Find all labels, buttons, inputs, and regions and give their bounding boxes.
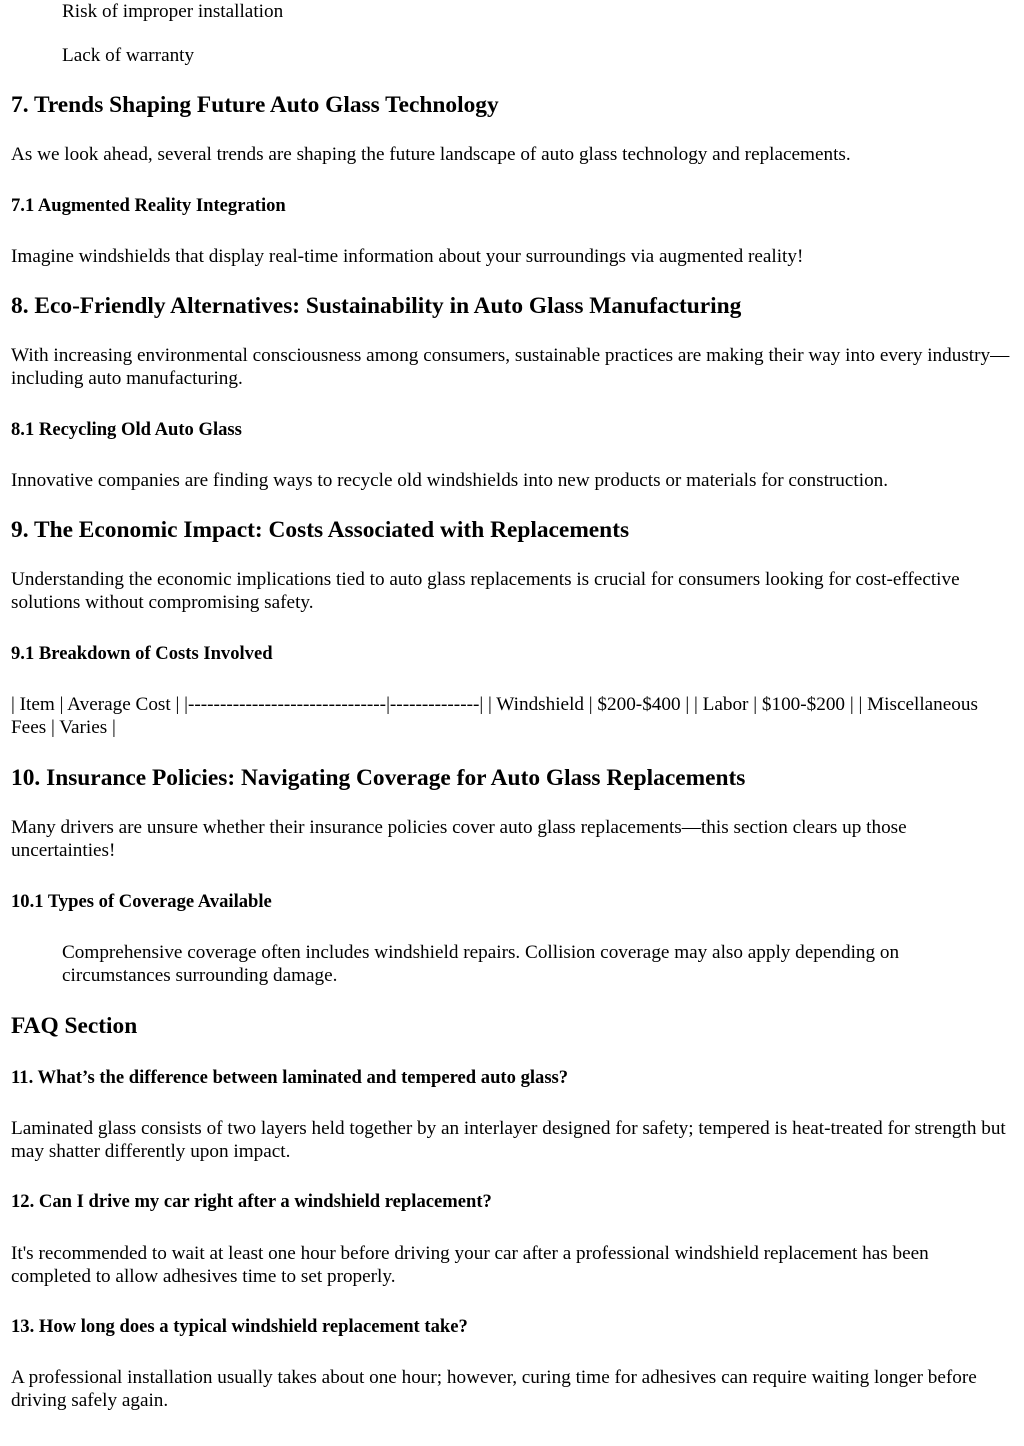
subheading-recycling: 8.1 Recycling Old Auto Glass [11, 419, 242, 440]
section-intro-eco-friendly: With increasing environmental consciousness among consumers, sustainable practices are making their way into every industry—including auto manufacturing. [11, 345, 1010, 389]
section-heading-eco-friendly: 8. Eco-Friendly Alternatives: Sustainability in Auto Glass Manufacturing [11, 293, 742, 319]
section-heading-economic-impact: 9. The Economic Impact: Costs Associated with Replacements [11, 517, 630, 543]
list-item: Risk of improper installation [62, 1, 284, 22]
subheading-augmented-reality: 7.1 Augmented Reality Integration [11, 195, 286, 216]
section-heading-insurance: 10. Insurance Policies: Navigating Coverage for Auto Glass Replacements [11, 765, 746, 791]
list-item: Lack of warranty [62, 45, 195, 66]
section-heading-trends: 7. Trends Shaping Future Auto Glass Technology [11, 92, 499, 118]
subheading-costs-breakdown: 9.1 Breakdown of Costs Involved [11, 643, 273, 664]
faq-answer: Laminated glass consists of two layers held together by an interlayer designed for safety; tempered is heat-treated for strength but may shatter differently upon impact. [11, 1118, 1006, 1162]
faq-question: 11. What’s the difference between laminated and tempered auto glass? [11, 1067, 569, 1088]
faq-question: 12. Can I drive my car right after a windshield replacement? [11, 1191, 492, 1212]
section-intro-insurance: Many drivers are unsure whether their insurance policies cover auto glass replacements—this section clears up those uncertainties! [11, 817, 907, 861]
faq-answer: A professional installation usually takes about one hour; however, curing time for adhesives can require waiting longer before driving safely again. [11, 1367, 977, 1411]
section-intro-economic-impact: Understanding the economic implications tied to auto glass replacements is crucial for consumers looking for cost-effective solutions without compromising safety. [11, 569, 960, 613]
section-intro-trends: As we look ahead, several trends are shaping the future landscape of auto glass technology and replacements. [11, 144, 851, 165]
paragraph-recycling: Innovative companies are finding ways to recycle old windshields into new products or materials for construction. [11, 470, 889, 491]
subheading-coverage-types: 10.1 Types of Coverage Available [11, 891, 272, 912]
paragraph-cost-table-text: | Item | Average Cost | |-------------------------------|--------------| | Windshield | $200-$400 | | Labor | $100-$200 | | Miscellaneous Fees | Varies | [11, 694, 978, 738]
blockquote-coverage: Comprehensive coverage often includes windshield repairs. Collision coverage may also apply depending on circumstances surrounding damage. [62, 942, 900, 986]
faq-answer: It's recommended to wait at least one hour before driving your car after a professional windshield replacement has been completed to allow adhesives time to set properly. [11, 1243, 929, 1287]
faq-heading: FAQ Section [11, 1013, 138, 1039]
paragraph-augmented-reality: Imagine windshields that display real-time information about your surroundings via augmented reality! [11, 246, 804, 267]
faq-question: 13. How long does a typical windshield replacement take? [11, 1316, 468, 1337]
